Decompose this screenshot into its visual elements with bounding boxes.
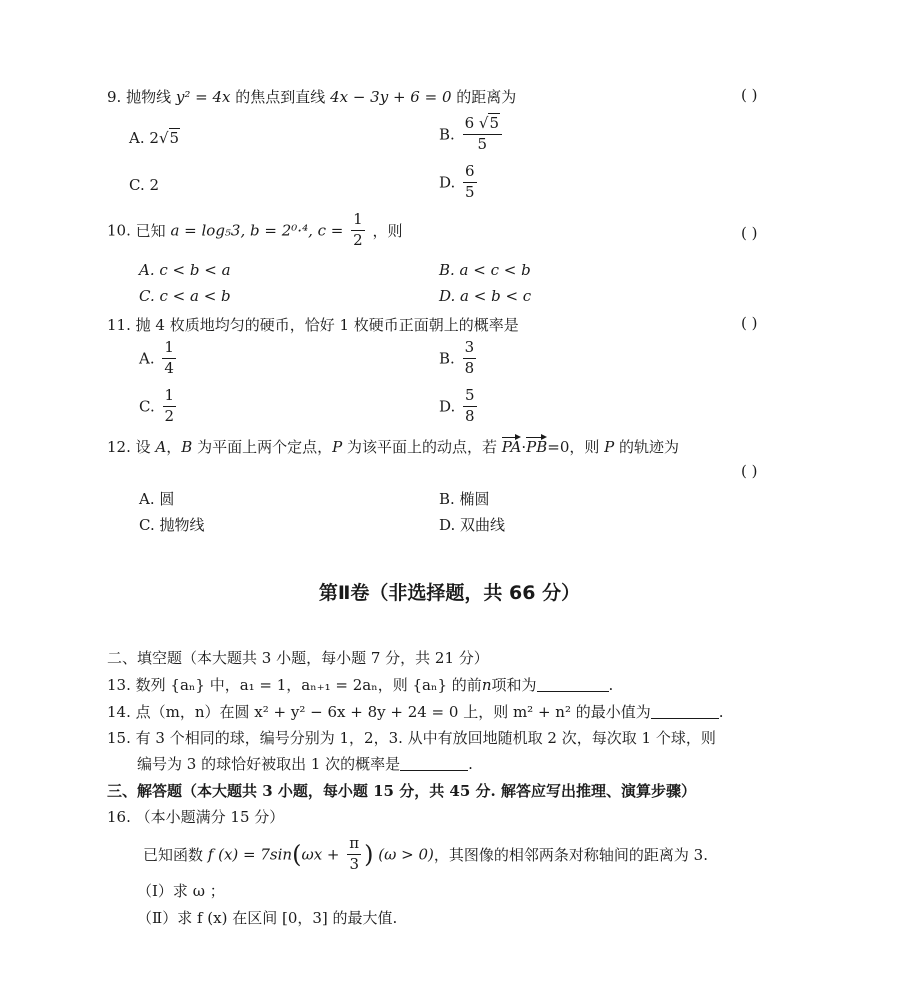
q12-text: 为该平面上的动点，若 [347, 438, 498, 456]
q9-option-d [439, 164, 480, 201]
q16-text: 已知函数 [143, 845, 204, 864]
option-label: A. [139, 349, 155, 368]
q12-text: =0，则 [547, 438, 600, 456]
q12-text: ， [166, 438, 182, 456]
vector-pb: PB [526, 434, 547, 456]
solve-section-header: 三、解答题（本大题共 3 小题，每小题 15 分，共 45 分. 解答应写出推理、演算步骤） [107, 782, 696, 800]
question-14 [107, 701, 724, 722]
q12-option-c: C. 抛物线 [139, 516, 205, 534]
option-label: B. [439, 349, 455, 368]
question-15-cont [137, 753, 473, 774]
q12-option-b: B. 椭圆 [439, 490, 490, 508]
radicand: 5 [489, 114, 500, 132]
q9-answer-paren: ( ) [741, 86, 758, 104]
q16-statement [143, 836, 708, 873]
point-p: P [604, 438, 615, 456]
option-label: D. [439, 173, 456, 192]
numerator: 3 [463, 340, 477, 359]
question-9 [107, 86, 516, 107]
q9-line-eq: 4x − 3y + 6 = 0 [330, 88, 452, 106]
sqrt-symbol: √5 [158, 129, 180, 147]
q10-option-a: A. c < b < a [139, 261, 231, 279]
numerator-coef: 6 [464, 114, 475, 132]
q9-text-1: 抛物线 [126, 88, 172, 106]
fraction [162, 340, 176, 377]
q15-line-2: 编号为 3 的球恰好被取出 1 次的概率是 [137, 755, 401, 773]
q9-number: 9. [107, 88, 122, 106]
numerator: π [347, 836, 361, 855]
q11-text: 抛 4 枚质地均匀的硬币，恰好 1 枚硬币正面朝上的概率是 [135, 316, 519, 334]
fraction [351, 212, 365, 249]
option-label: C. [129, 176, 145, 194]
option-label: A. [129, 129, 145, 147]
option-label: D. [439, 397, 456, 416]
fraction [347, 836, 361, 873]
numerator: 6 [463, 164, 477, 183]
fraction [463, 388, 477, 425]
fraction [463, 340, 477, 377]
q16-number: 16. [107, 808, 131, 826]
point-a: A [155, 438, 167, 456]
q10-option-d: D. a < b < c [439, 287, 532, 305]
q10-text-2: ，则 [372, 221, 403, 240]
part2-title: 第Ⅱ卷（非选择题，共 66 分） [318, 582, 581, 604]
q11-option-b [439, 340, 479, 377]
q13-text: 数列 {aₙ} 中，a₁ = 1，aₙ₊₁ = 2aₙ，则 {aₙ} 的前 [135, 676, 482, 694]
q10-c-expr: c = [317, 221, 344, 240]
numerator: 1 [351, 212, 365, 231]
q10-answer-paren: ( ) [741, 224, 758, 242]
question-13 [107, 674, 613, 695]
vector-pa: PA [502, 434, 522, 456]
q14-text: 点（m，n）在圆 x² + y² − 6x + 8y + 24 = 0 上，则 m² + n² 的最小值为 [135, 703, 651, 721]
fraction [463, 116, 502, 153]
denominator: 5 [465, 182, 475, 201]
fraction [163, 388, 177, 425]
q15-number: 15. [107, 729, 131, 747]
question-16 [107, 806, 284, 827]
q10-option-c: C. c < a < b [139, 287, 231, 305]
numerator: 1 [163, 388, 177, 407]
point-b: B [181, 438, 193, 456]
q12-text: 为平面上两个定点， [197, 438, 333, 456]
q12-option-d: D. 双曲线 [439, 516, 506, 534]
q16-subquestion-1: （Ⅰ）求 ω ； [137, 882, 225, 900]
numerator: 1 [162, 340, 176, 359]
q14-end: . [718, 703, 724, 721]
q10-b-expr: b = 2⁰·⁴, [250, 221, 313, 240]
q13-end: . [608, 676, 614, 694]
q16-condition: (ω > 0) [378, 845, 434, 864]
option-label: B. [439, 125, 455, 144]
question-12 [107, 434, 679, 457]
q10-option-b: B. a < c < b [439, 261, 531, 279]
q16-function: f (x) = 7sin [207, 845, 293, 864]
denominator: 4 [164, 358, 174, 377]
q11-number: 11. [107, 316, 131, 334]
q16-inner: ωx + [301, 845, 340, 864]
answer-blank[interactable] [537, 677, 609, 692]
q10-number: 10. [107, 221, 131, 240]
q16-subquestion-2: （Ⅱ）求 f (x) 在区间 [0，3] 的最大值. [137, 909, 398, 927]
q9-option-b [439, 116, 505, 153]
q10-a-expr: a = log₅3, [170, 221, 246, 240]
denominator: 2 [164, 406, 175, 425]
fill-in-section-header: 二、填空题（本大题共 3 小题，每小题 7 分，共 21 分） [107, 649, 489, 667]
q13-text: 项和为 [491, 676, 537, 694]
denominator: 8 [464, 358, 475, 377]
sqrt-symbol: √5 [478, 114, 500, 132]
q15-line-1: 有 3 个相同的球，编号分别为 1，2，3. 从中有放回地随机取 2 次，每次取 1 个球，则 [135, 729, 716, 747]
q10-text-1: 已知 [135, 221, 166, 240]
q12-answer-paren: ( ) [741, 462, 758, 480]
question-15 [107, 727, 716, 748]
answer-blank[interactable] [400, 756, 468, 771]
q11-option-d [439, 388, 480, 425]
q12-text: 的轨迹为 [619, 438, 680, 456]
q9-text-2: 的焦点到直线 [235, 88, 326, 106]
q9-option-c [129, 176, 159, 194]
q11-option-a [139, 340, 179, 377]
q9-option-a [129, 129, 180, 147]
q12-text: 设 [135, 438, 151, 456]
q9-text-3: 的距离为 [456, 88, 517, 106]
dot-product-sign: · [521, 438, 527, 456]
q12-option-a: A. 圆 [139, 490, 175, 508]
q14-number: 14. [107, 703, 131, 721]
left-paren: ( [292, 840, 302, 869]
q11-option-c [139, 388, 179, 425]
answer-blank[interactable] [651, 704, 719, 719]
denominator: 2 [353, 230, 363, 249]
right-paren: ) [364, 840, 374, 869]
q13-n: n [481, 676, 492, 694]
denominator: 5 [477, 134, 488, 153]
denominator: 3 [349, 854, 359, 873]
option-value: 2 [149, 176, 160, 194]
point-p: P [332, 438, 343, 456]
question-10 [107, 212, 403, 249]
question-11 [107, 314, 519, 335]
q16-text: ，其图像的相邻两条对称轴间的距离为 3. [433, 845, 708, 864]
radicand: 5 [169, 129, 180, 147]
q15-end: . [468, 755, 473, 773]
q16-note: （本小题满分 15 分） [135, 808, 285, 826]
denominator: 8 [465, 406, 475, 425]
numerator: 5 [463, 388, 477, 407]
option-coef: 2 [149, 129, 159, 147]
fraction [463, 164, 477, 201]
q12-number: 12. [107, 438, 131, 456]
q13-number: 13. [107, 676, 131, 694]
option-label: C. [139, 397, 155, 416]
q9-parabola-eq: y² = 4x [175, 88, 231, 106]
q11-answer-paren: ( ) [741, 314, 758, 332]
